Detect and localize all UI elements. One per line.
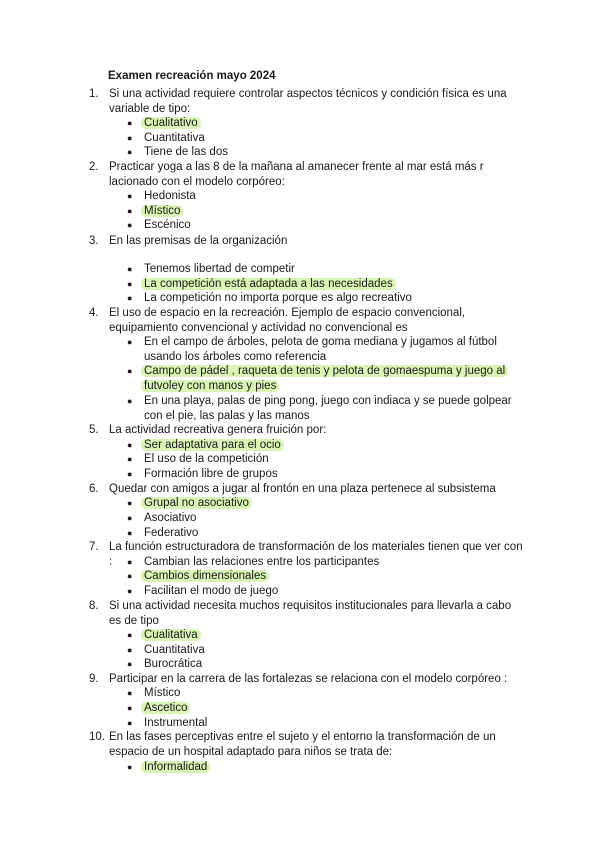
bullet-icon: ●	[127, 220, 133, 230]
highlighted-answer-text: Ascetico	[141, 702, 190, 714]
bullet-icon: ●	[127, 630, 133, 640]
option-text: La competición no importa porque es algo recreativo	[144, 292, 412, 304]
bullet-icon: ●	[127, 718, 133, 728]
question-text: En las premisas de la organización	[109, 235, 288, 247]
highlighted-answer-text: Ser adaptativa para el ocio	[141, 439, 284, 451]
highlighted-answer-text: Informalidad	[141, 761, 210, 773]
question-text: La actividad recreativa genera fruición por:	[109, 424, 327, 436]
bullet-icon: ●	[127, 645, 133, 655]
question-number: 10.	[89, 731, 105, 743]
question-text: Practicar yoga a las 8 de la mañana al amanecer frente al mar está más r lacionado con el modelo corpóreo:	[109, 161, 484, 188]
option-text: El uso de la competición	[144, 453, 269, 465]
question-text: El uso de espacio en la recreación. Ejemplo de espacio convencional, equipamiento convencional y actividad no convencional es	[109, 307, 466, 334]
highlighted-answer-text: La competición está adaptada a las necesidades	[141, 278, 396, 290]
option-text: Formación libre de grupos	[144, 468, 278, 480]
bullet-icon: ●	[127, 279, 133, 289]
question-number: 7.	[89, 541, 99, 553]
bullet-icon: ●	[127, 469, 133, 479]
highlighted-answer-text: Cualitativo	[141, 117, 201, 129]
bullet-icon: ●	[127, 118, 133, 128]
option-text: Tenemos libertad de competir	[144, 263, 295, 275]
bullet-icon: ●	[127, 659, 133, 669]
bullet-icon: ●	[127, 688, 133, 698]
highlighted-answer-text: Grupal no asociativo	[141, 497, 252, 509]
bullet-icon: ●	[127, 264, 133, 274]
bullet-icon: ●	[127, 762, 133, 772]
option-text: Federativo	[144, 527, 199, 539]
bullet-icon: ●	[127, 293, 133, 303]
bullet-icon: ●	[127, 557, 133, 567]
bullet-icon: ●	[127, 513, 133, 523]
option-text: Facilitan el modo de juego	[144, 585, 279, 597]
highlighted-answer-text: Cambios dimensionales	[141, 570, 269, 582]
question-text: Participar en la carrera de las fortalezas se relaciona con el modelo corpóreo :	[109, 673, 508, 685]
question-number: 8.	[89, 600, 99, 612]
bullet-icon: ●	[127, 571, 133, 581]
option-text: Místico	[144, 687, 181, 699]
highlighted-answer-text: Cualitativa	[141, 629, 201, 641]
question-number: 5.	[89, 424, 99, 436]
option-text: En el campo de árboles, pelota de goma mediana y jugamos al fútbol usando los árboles como referencia	[144, 336, 497, 363]
question-number: 9.	[89, 673, 99, 685]
bullet-icon: ●	[127, 396, 133, 406]
bullet-icon: ●	[127, 366, 133, 376]
option-text: Cuantitativa	[144, 132, 205, 144]
bullet-icon: ●	[127, 337, 133, 347]
bullet-icon: ●	[127, 703, 133, 713]
question-text: Si una actividad requiere controlar aspectos técnicos y condición física es una variable de tipo:	[109, 88, 507, 115]
option-text: Asociativo	[144, 512, 197, 524]
bullet-icon: ●	[127, 191, 133, 201]
question-number: 2.	[89, 161, 99, 173]
option-text: Escénico	[144, 219, 191, 231]
option-text: Burocrática	[144, 658, 203, 670]
bullet-icon: ●	[127, 147, 133, 157]
option-text: En una playa, palas de ping pong, juego con indiaca y se puede golpear con el pie, las palas y las manos	[144, 395, 512, 422]
option-text: Tiene de las dos	[144, 146, 228, 158]
option-text: Instrumental	[144, 717, 208, 729]
bullet-icon: ●	[127, 528, 133, 538]
option-text: Hedonista	[144, 190, 196, 202]
option-text: Cambian las relaciones entre los participantes	[144, 556, 380, 568]
question-text: Quedar con amigos a jugar al frontón en una plaza pertenece al subsistema	[109, 483, 496, 495]
bullet-icon: ●	[127, 454, 133, 464]
bullet-icon: ●	[127, 498, 133, 508]
question-number: 4.	[89, 307, 99, 319]
question-text: Si una actividad necesita muchos requisitos institucionales para llevarla a cabo es de tipo	[109, 600, 512, 627]
highlighted-answer-text: Campo de pádel , raqueta de tenis y pelota de gomaespuma y juego al futvoley con manos y pies	[141, 365, 508, 392]
document-title: Examen recreación mayo 2024	[108, 70, 276, 82]
bullet-icon: ●	[127, 586, 133, 596]
question-number: 3.	[89, 235, 99, 247]
option-text: Cuantitativa	[144, 644, 205, 656]
bullet-icon: ●	[127, 440, 133, 450]
question-text: En las fases perceptivas entre el sujeto y el entorno la transformación de un espacio de un hospital adaptado para niños se trata de:	[109, 731, 496, 758]
question-number: 1.	[89, 88, 99, 100]
highlighted-answer-text: Místico	[141, 205, 183, 217]
bullet-icon: ●	[127, 133, 133, 143]
question-number: 6.	[89, 483, 99, 495]
question-text: La función estructuradora de transformación de los materiales tienen que ver con :	[109, 541, 523, 568]
bullet-icon: ●	[127, 206, 133, 216]
